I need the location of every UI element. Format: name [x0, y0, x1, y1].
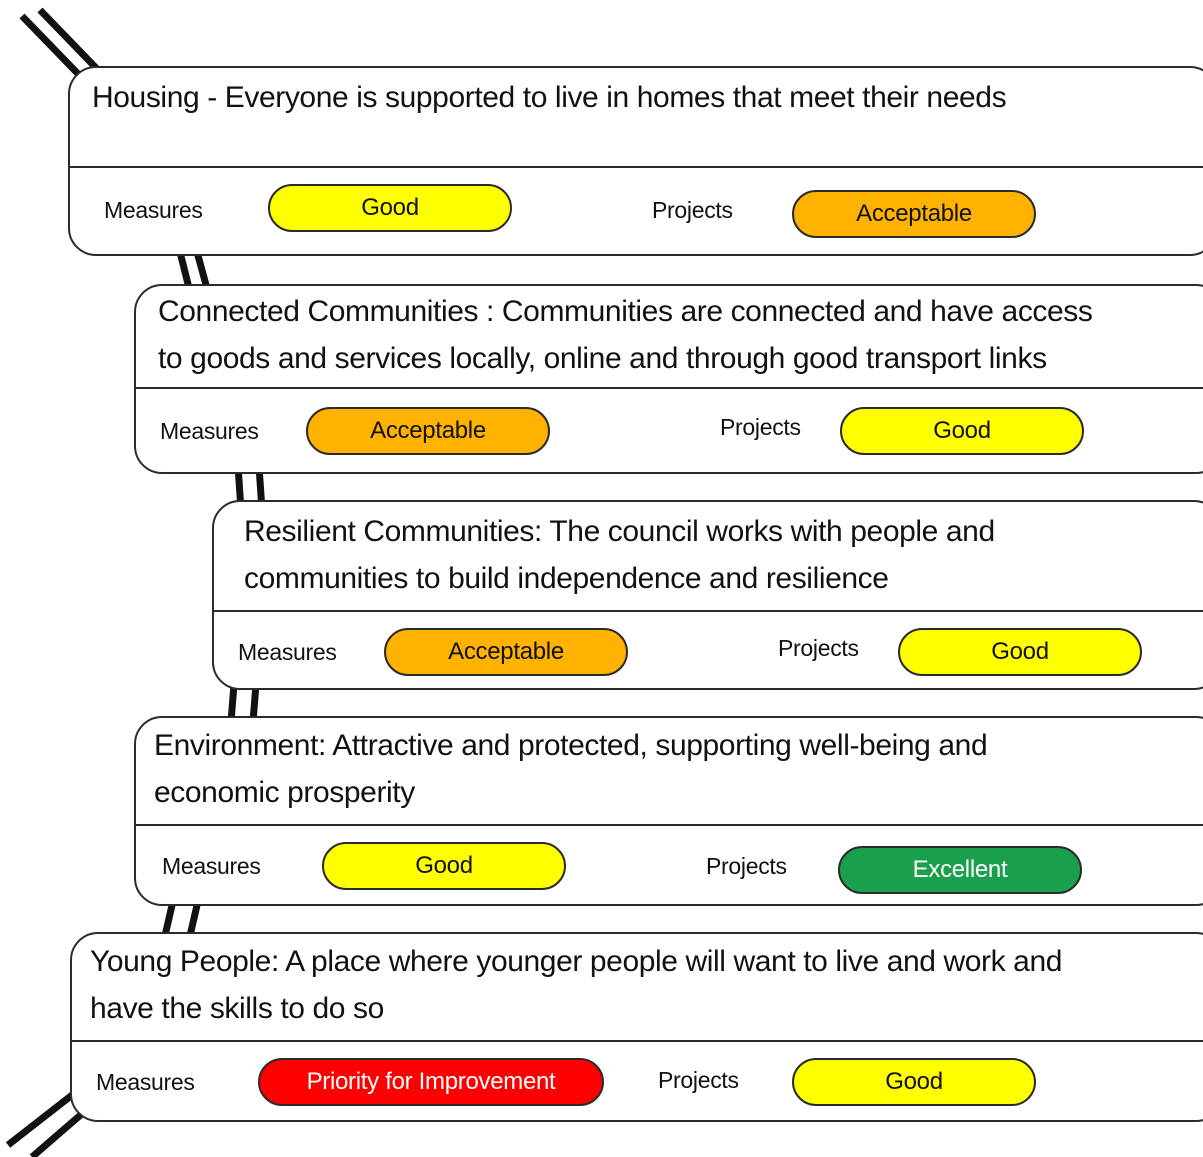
housing-title-text: Housing - Everyone is supported to live in homes that meet their needs — [92, 81, 1007, 114]
projects-label: Projects — [706, 853, 787, 879]
resilient-communities-status-row — [214, 612, 1203, 690]
connected-communities-status-row — [136, 389, 1203, 474]
environment-title — [136, 718, 1203, 826]
young-people-title-line: Young People: A place where younger people will want to live and work and — [90, 945, 1063, 978]
connected-communities-title — [136, 286, 1203, 389]
measures-label: Measures — [238, 639, 337, 665]
measures-status-badge: Acceptable — [306, 407, 550, 455]
projects-label: Projects — [658, 1067, 739, 1093]
resilient-communities-title-line: Resilient Communities: The council works with people and — [244, 515, 995, 548]
connected-communities-card — [134, 284, 1203, 474]
housing-card — [68, 66, 1203, 256]
measures-label: Measures — [96, 1069, 195, 1095]
connected-communities-title-line: to goods and services locally, online and through good transport links — [158, 342, 1047, 375]
environment-title-line: Environment: Attractive and protected, supporting well-being and — [154, 729, 988, 762]
measures-status-badge: Acceptable — [384, 628, 628, 676]
young-people-card — [70, 932, 1203, 1122]
connector-line — [8, 1092, 76, 1145]
measures-status-badge: Good — [322, 842, 566, 890]
young-people-title — [72, 934, 1203, 1042]
measures-label: Measures — [160, 418, 259, 444]
projects-label: Projects — [720, 414, 801, 440]
projects-status-badge: Acceptable — [792, 190, 1036, 238]
measures-status-badge: Good — [268, 184, 512, 232]
projects-status-badge: Excellent — [838, 846, 1082, 894]
resilient-communities-title-line: communities to build independence and resilience — [244, 562, 889, 595]
connected-communities-title-line: Connected Communities : Communities are connected and have access — [158, 295, 1093, 328]
housing-title — [70, 68, 1203, 168]
projects-status-badge: Good — [840, 407, 1084, 455]
measures-label: Measures — [104, 197, 203, 223]
projects-status-badge: Good — [898, 628, 1142, 676]
measures-label: Measures — [162, 853, 261, 879]
projects-status-badge: Good — [792, 1058, 1036, 1106]
environment-card — [134, 716, 1203, 906]
environment-title-line: economic prosperity — [154, 776, 415, 809]
environment-status-row — [136, 826, 1203, 906]
young-people-status-row — [72, 1042, 1203, 1122]
young-people-title-line: have the skills to do so — [90, 992, 384, 1025]
resilient-communities-title — [214, 502, 1203, 612]
projects-label: Projects — [652, 197, 733, 223]
measures-status-badge: Priority for Improvement — [258, 1058, 604, 1106]
projects-label: Projects — [778, 635, 859, 661]
housing-status-row — [70, 168, 1203, 256]
resilient-communities-card — [212, 500, 1203, 690]
